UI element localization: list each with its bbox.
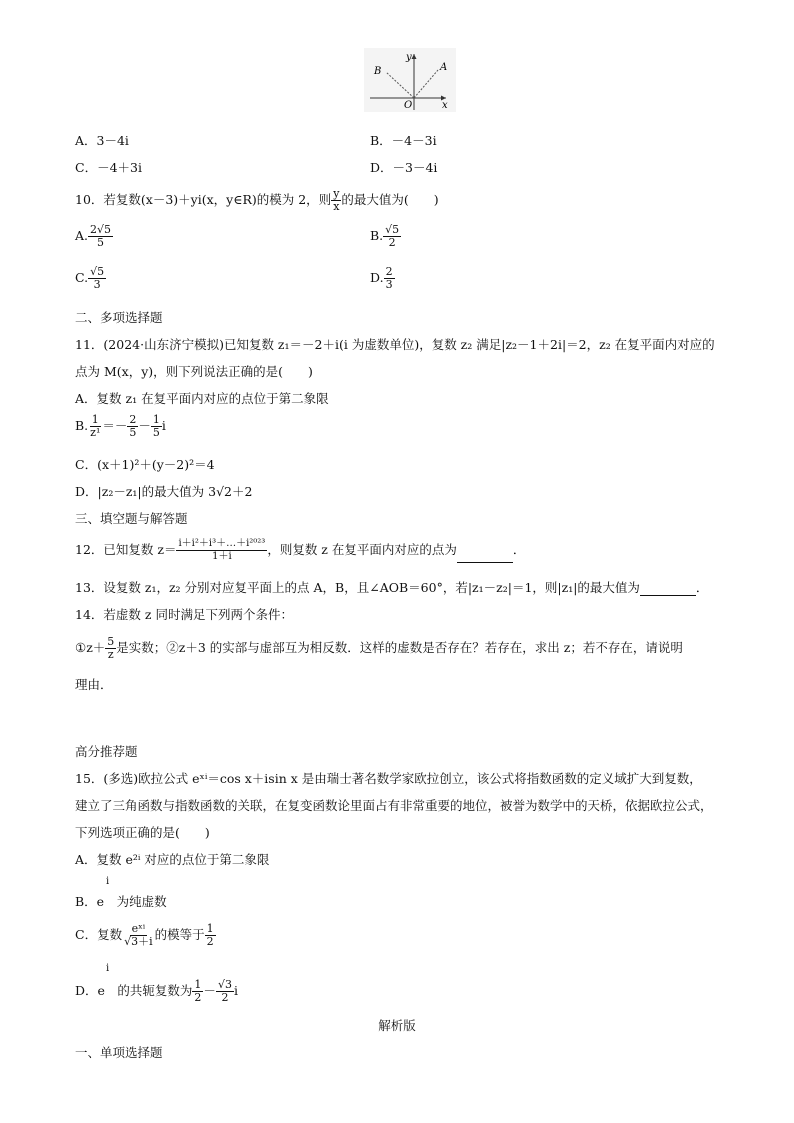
q11-b-frac2-num: 2 xyxy=(129,413,137,426)
q10-stem-before: 10．若复数(x－3)＋yi(x，y∈R)的模为 2，则 xyxy=(75,192,332,207)
q14-line3: 理由． xyxy=(75,677,113,692)
section-heading-single: 一、单项选择题 xyxy=(75,1045,163,1060)
q15-d-before: D．e 的共轭复数为 xyxy=(75,983,193,998)
label-o: O xyxy=(404,100,413,111)
q12-num: i＋i²＋i³＋…＋i²⁰²³ xyxy=(178,538,266,549)
answer-version-title: 解析版 xyxy=(378,1018,416,1033)
q10-option-c xyxy=(75,266,106,291)
q10-option-d xyxy=(370,266,395,291)
q15-c-den: √3＋i xyxy=(124,935,153,948)
q11-option-d: D．|z₂－z₁|的最大值为 3√2＋2 xyxy=(75,484,253,499)
q10-fraction xyxy=(331,188,341,213)
q15-d-minus: － xyxy=(203,983,216,998)
q12-line: 12．已知复数 z＝ $\frac{\text{i＋i²＋i³＋…＋i²⁰²³}}{1+i}$ ，则复数 z 在复平面内对应的点为 ． xyxy=(75,538,526,562)
coordinate-figure xyxy=(364,48,456,112)
q10-b-label: B. xyxy=(370,228,384,243)
q10-d-num: 2 xyxy=(385,265,393,278)
q10-a-den: 5 xyxy=(97,236,105,249)
q15-d-num2: √3 xyxy=(217,978,232,991)
q11-b-frac3-den: 5 xyxy=(152,426,160,439)
q11-b-frac3-num: 1 xyxy=(152,413,160,426)
label-x: x xyxy=(442,100,448,111)
q14-line1: 14．若虚数 z 同时满足下列两个条件： xyxy=(75,607,293,622)
q11-option-a: A．复数 z₁ 在复平面内对应的点位于第二象限 xyxy=(75,391,329,406)
q11-b-frac1-den: z¹ xyxy=(90,426,101,439)
q15-d-den2: 2 xyxy=(221,991,229,1004)
q10-a-label: A. xyxy=(75,228,89,243)
q14-line2 xyxy=(75,636,683,661)
label-b: B xyxy=(374,66,382,77)
q13-line: 13．设复数 z₁，z₂ 分别对应复平面上的点 A，B，且∠AOB＝60°，若|z₁－z₂|＝1，则|z₁|的最大值为 ． xyxy=(75,580,709,595)
q14-l2-b: 是实数；②z＋3 的实部与虚部互为相反数．这样的虚数是否存在？若存在，求出 z；若不存在，请说明 xyxy=(116,640,683,655)
q10-option-b xyxy=(370,224,401,249)
q9-option-b: B．－4－3i xyxy=(370,133,437,148)
q12-before: 12．已知复数 z＝ xyxy=(75,542,177,557)
q10-c-label: C. xyxy=(75,270,89,285)
high-score-title: 高分推荐题 xyxy=(75,744,138,759)
q10-frac-den: x xyxy=(333,200,340,213)
q9-option-a: A．3－4i xyxy=(75,133,129,148)
q10-option-a xyxy=(75,224,113,249)
q11-b-minus: － xyxy=(138,418,151,433)
q15-option-d xyxy=(75,979,238,1004)
q15-b-superscript: i xyxy=(106,876,110,887)
q10-stem xyxy=(75,188,439,213)
q15-option-c xyxy=(75,923,216,948)
q9-option-d: D．－3－4i xyxy=(370,160,438,175)
q10-b-den: 2 xyxy=(388,236,396,249)
q11-option-b xyxy=(75,414,166,439)
q15-d-tail: i xyxy=(233,983,238,998)
q9-option-c: C．－4＋3i xyxy=(75,160,142,175)
q10-d-label: D. xyxy=(370,270,384,285)
q10-frac-num: y xyxy=(333,187,340,200)
q11-b-frac2-den: 5 xyxy=(129,426,137,439)
q11-b-label: B. xyxy=(75,418,89,433)
q12-after: ，则复数 z 在复平面内对应的点为 xyxy=(267,542,457,557)
q14-l2-den: z xyxy=(107,648,114,661)
q15-d-superscript: i xyxy=(106,963,110,974)
q15-c-rnum: 1 xyxy=(206,922,214,935)
section-heading-fill: 三、填空题与解答题 xyxy=(75,511,188,526)
q15-option-b: B．e 为纯虚数 xyxy=(75,894,167,909)
label-a: A xyxy=(440,62,448,73)
q15-c-rden: 2 xyxy=(206,935,214,948)
q10-a-num: 2√5 xyxy=(90,223,112,236)
q11-b-frac1-num: 1 xyxy=(91,413,99,426)
q11-b-tail: i xyxy=(161,418,166,433)
q11-option-c: C．(x＋1)²＋(y－2)²＝4 xyxy=(75,457,215,472)
q14-l2-num: 5 xyxy=(107,635,115,648)
q11-line2: 点为 M(x，y)，则下列说法正确的是( ) xyxy=(75,364,313,379)
q15-c-before: C．复数 xyxy=(75,927,123,942)
q12-den: 1＋i xyxy=(212,551,232,562)
label-y: y xyxy=(406,52,412,63)
q15-line1: 15．(多选)欧拉公式 eˣⁱ＝cos x＋isin x 是由瑞士著名数学家欧拉创立，该公式将指数函数的定义域扩大到复数， xyxy=(75,771,702,786)
q10-c-num: √5 xyxy=(90,265,105,278)
section-heading-multi: 二、多项选择题 xyxy=(75,310,163,325)
q11-line1: 11．(2024·山东济宁模拟)已知复数 z₁＝－2＋i(i 为虚数单位)，复数 z₂ 满足|z₂－1＋2i|＝2，z₂ 在复平面内对应的 xyxy=(75,337,715,352)
q11-b-mid: ＝－ xyxy=(102,418,128,433)
q10-d-den: 3 xyxy=(385,278,393,291)
q13-answer-blank xyxy=(640,583,696,596)
q10-c-den: 3 xyxy=(93,278,101,291)
q15-d-num1: 1 xyxy=(194,978,202,991)
q15-option-a: A．复数 e²ⁱ 对应的点位于第二象限 xyxy=(75,852,270,867)
q12-answer-blank xyxy=(457,550,513,563)
q14-l2-a: ①z＋ xyxy=(75,640,106,655)
q10-stem-after: 的最大值为( ) xyxy=(341,192,439,207)
q15-d-den1: 2 xyxy=(194,991,202,1004)
q15-line3: 下列选项正确的是( ) xyxy=(75,825,210,840)
q15-line2: 建立了三角函数与指数函数的关联，在复变函数论里面占有非常重要的地位，被誉为数学中的天桥，依据欧拉公式， xyxy=(75,798,713,813)
q15-c-num: eˣⁱ xyxy=(131,922,146,935)
q15-c-mid: 的模等于 xyxy=(154,927,205,942)
q13-text: 13．设复数 z₁，z₂ 分别对应复平面上的点 A，B，且∠AOB＝60°，若|z₁－z₂|＝1，则|z₁|的最大值为 xyxy=(75,580,640,595)
q10-b-num: √5 xyxy=(385,223,400,236)
